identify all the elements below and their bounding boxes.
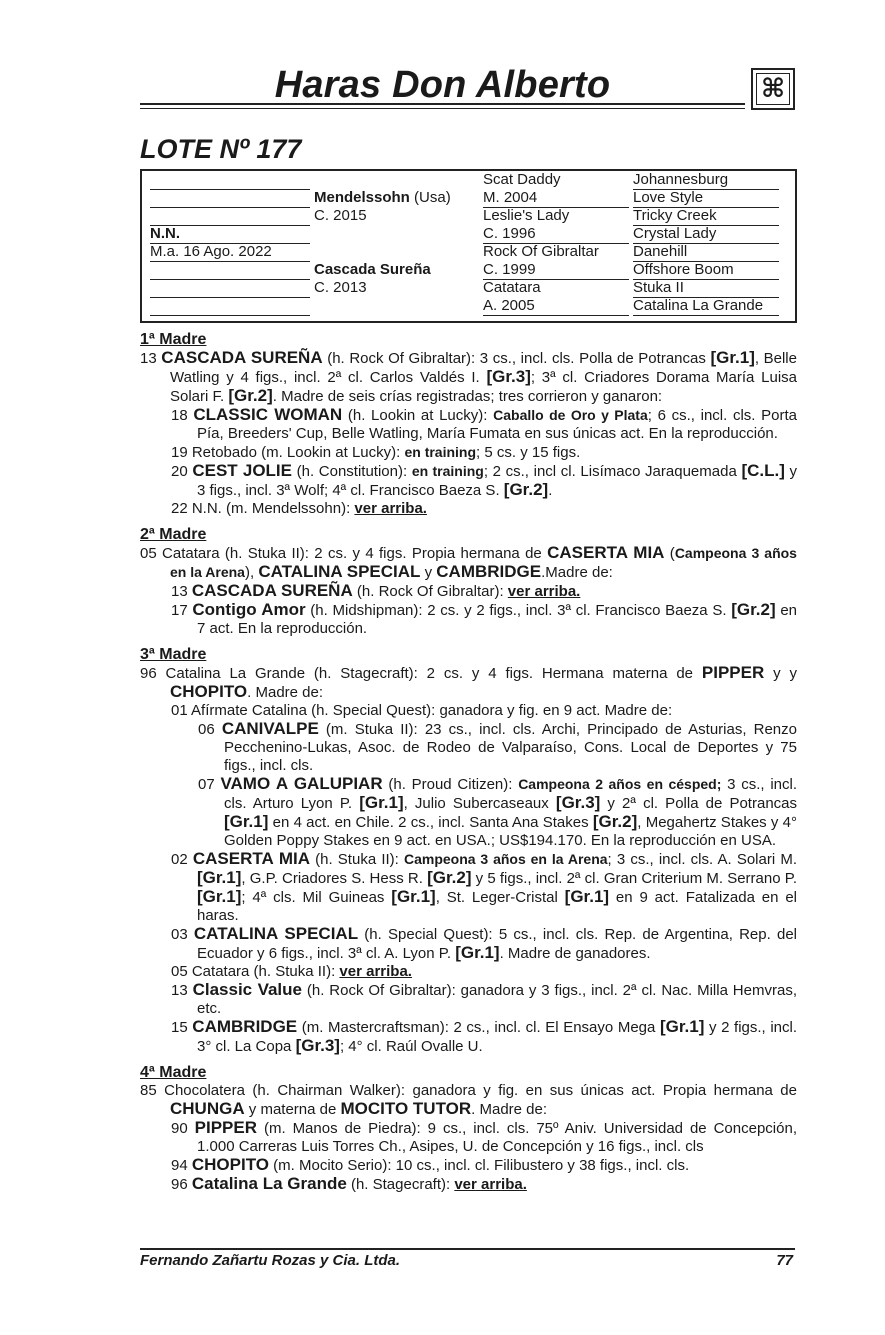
haras-logo-icon: ⌘: [751, 68, 795, 110]
horse-name: CEST JOLIE: [192, 461, 292, 480]
sire-year: C. 2015: [314, 207, 367, 224]
great-grandparent: Love Style: [633, 189, 779, 208]
grade-badge: [Gr.3]: [295, 1036, 340, 1055]
horse-name: CATALINA SPECIAL: [258, 562, 421, 581]
see-above-link: ver arriba.: [507, 583, 581, 600]
footer-company: Fernando Zañartu Rozas y Cia. Ltda.: [140, 1252, 401, 1269]
grade-badge: [Gr.2]: [731, 600, 776, 619]
pedigree-blank: [150, 207, 310, 226]
horse-name: CASCADA SUREÑA: [161, 348, 323, 367]
produce-entry: 03 CATALINA SPECIAL (h. Special Quest): 5 cs., incl. cls. Rep. de Argentina, Rep. del Ecuador y 6 figs., incl. 3ª cl. A. Lyon P. [Gr.1]. Madre de ganadores.: [171, 924, 797, 962]
great-grandparent: Danehill: [633, 243, 779, 262]
grandsire-2: Rock Of Gibraltar: [483, 243, 599, 260]
horse-name: CHOPITO: [170, 682, 248, 701]
horse-name: CASERTA MIA: [192, 849, 310, 868]
horse-name: CLASSIC WOMAN: [193, 405, 343, 424]
horse-name: CHOPITO: [191, 1155, 269, 1174]
horse-name: CASCADA SUREÑA: [191, 581, 353, 600]
produce-entry: 90 PIPPER (m. Manos de Piedra): 9 cs., incl. cls. 75º Aniv. Universidad de Concepción, 1.000 Carreras Luis Torres Ch., Asipes, U. de Concepción y 16 figs., incl. cls: [171, 1118, 797, 1155]
dam-year: C. 2013: [314, 279, 367, 296]
catalog-page: [140, 60, 797, 1194]
horse-name: CANIVALPE: [221, 719, 319, 738]
sire: [314, 189, 479, 207]
horse-name: Catalina La Grande: [191, 1174, 347, 1193]
second-dam-section: [140, 526, 797, 638]
horse-name: CHUNGA: [170, 1099, 245, 1118]
dam-name: Cascada Sureña: [314, 261, 431, 278]
dam-entry: 85 Chocolatera (h. Chairman Walker): ganadora y fig. en sus únicas act. Propia hermana de CHUNGA y materna de MOCITO TUTOR. Madre de:: [140, 1082, 797, 1118]
produce-entry: 96 Catalina La Grande (h. Stagecraft): ver arriba.: [171, 1174, 527, 1193]
produce-entry: 94 CHOPITO (m. Mocito Serio): 10 cs., incl. cl. Filibustero y 38 figs., incl. cls.: [171, 1155, 690, 1174]
produce-entry: 15 CAMBRIDGE (m. Mastercraftsman): 2 cs., incl. cl. El Ensayo Mega [Gr.1] y 2 figs., incl. 3° cl. La Copa [Gr.3]; 4° cl. Raúl Ovalle U.: [171, 1017, 797, 1055]
granddam-2-year: A. 2005: [483, 297, 629, 316]
grandsire-2-year: C. 1999: [483, 261, 629, 280]
grand-produce-entry: 07 VAMO A GALUPIAR (h. Proud Citizen): Campeona 2 años en césped; 3 cs., incl. cls. Arturo Lyon P. [Gr.1], Julio Subercaseaux [Gr.3] y 2ª cl. Polla de Potrancas [Gr.1] en 4 act. en Chile. 2 cs., incl. Santa Ana Stakes [Gr.2], Megahertz Stakes y 4° Golden Poppy Stakes en 9 act. en USA.; US$194.170. En la reproducción en USA.: [198, 774, 798, 849]
produce-entry: 18 CLASSIC WOMAN (h. Lookin at Lucky): Caballo de Oro y Plata; 6 cs., incl. cls. Porta Pía, Breeders' Cup, Belle Watling, María Fumata en sus únicas act. En la reproducción.: [171, 405, 797, 442]
section-title: 2ª Madre: [140, 526, 207, 543]
produce-entry: 20 CEST JOLIE (h. Constitution): en training; 2 cs., incl cl. Lisímaco Jaraquemada [C.L.] y 3 figs., incl. 3ª Wolf; 4ª cl. Francisco Baeza S. [Gr.2].: [171, 461, 798, 499]
pedigree-blank: [150, 261, 310, 280]
grade-badge: [Gr.1]: [197, 868, 242, 887]
granddam-1-year: C. 1996: [483, 225, 629, 244]
pedigree-blank: [150, 297, 310, 316]
great-grandparent: Crystal Lady: [633, 225, 779, 244]
produce-entry: 22 N.N. (m. Mendelssohn): ver arriba.: [171, 500, 427, 517]
grade-badge: [Gr.1]: [224, 812, 269, 831]
grandsire-1: Scat Daddy: [483, 171, 561, 188]
section-title: 1ª Madre: [140, 331, 207, 348]
grade-badge: [Gr.3]: [555, 793, 601, 812]
pedigree-blank: [150, 189, 310, 208]
grade-badge: [Gr.1]: [359, 793, 404, 812]
produce-entry: 02 CASERTA MIA (h. Stuka II): Campeona 3 años en la Arena; 3 cs., incl. cls. A. Solari M. [Gr.1], G.P. Criadores S. Hess R. [Gr.2] y 5 figs., incl. 2ª cl. Gran Criterium M. Serrano P. [Gr.1]; 4ª cls. Mil Guineas [Gr.1], St. Leger-Cristal [Gr.1] en 9 act. Fatalizada en el haras.: [171, 849, 797, 924]
great-grandparent: Stuka II: [633, 279, 779, 298]
horse-name: VAMO A GALUPIAR: [220, 774, 383, 793]
horse-name: PIPPER: [194, 1118, 257, 1137]
grade-badge: [Gr.2]: [228, 386, 273, 405]
grandsire-1-year: M. 2004: [483, 189, 629, 208]
grade-badge: [Gr.2]: [427, 868, 472, 887]
foal-name: N.N.: [150, 225, 310, 244]
see-above-link: ver arriba.: [454, 1176, 527, 1193]
produce-entry: 05 Catatara (h. Stuka II): ver arriba.: [171, 963, 412, 980]
great-grandparent: Johannesburg: [633, 171, 779, 190]
sire-name: Mendelssohn: [314, 189, 410, 206]
third-dam-section: [140, 646, 797, 1056]
horse-name: CAMBRIDGE: [192, 1017, 298, 1036]
dam-entry: 96 Catalina La Grande (h. Stagecraft): 2 cs. y 4 figs. Hermana materna de PIPPER y y CHOPITO. Madre de:: [140, 663, 797, 701]
produce-entry: 17 Contigo Amor (h. Midshipman): 2 cs. y 2 figs., incl. 3ª cl. Francisco Baeza S. [Gr.2] en 7 act. En la reproducción.: [171, 600, 798, 637]
horse-name: CAMBRIDGE: [436, 562, 542, 581]
grade-badge: [Gr.1]: [659, 1017, 705, 1036]
horse-name: CATALINA SPECIAL: [193, 924, 359, 943]
grade-badge: [Gr.1]: [564, 887, 610, 906]
pedigree-blank: [150, 171, 310, 190]
produce-entry: 13 CASCADA SUREÑA (h. Rock Of Gibraltar): ver arriba.: [171, 581, 581, 600]
dam-entry: 13 CASCADA SUREÑA (h. Rock Of Gibraltar): 3 cs., incl. cls. Polla de Potrancas [Gr.1], Belle Watling y 4 figs., incl. 2ª cl. Carlos Valdés I. [Gr.3]; 3ª cl. Criadores Dorama María Luisa Solari F. [Gr.2]. Madre de seis crías registradas; tres corrieron y ganaron:: [140, 348, 797, 405]
header-rule: [140, 103, 745, 105]
lot-number: LOTE Nº 177: [140, 134, 302, 164]
pedigree-blank: [150, 279, 310, 298]
produce-entry: 13 Classic Value (h. Rock Of Gibraltar): ganadora y 3 figs., incl. 2ª cl. Nac. Milla Hemvras, etc.: [171, 980, 797, 1017]
grade-badge: [Gr.2]: [592, 812, 638, 831]
fourth-dam-section: [140, 1064, 797, 1194]
great-grandparent: Tricky Creek: [633, 207, 779, 226]
produce-entry: 01 Afírmate Catalina (h. Special Quest): ganadora y fig. en 9 act. Madre de:: [171, 702, 673, 719]
page-footer: [140, 1248, 795, 1269]
granddam-2: Catatara: [483, 279, 541, 296]
grade-badge: [C.L.]: [741, 461, 785, 480]
section-title: 3ª Madre: [140, 646, 207, 663]
grade-badge: [Gr.1]: [710, 348, 755, 367]
foal-birth: M.a. 16 Ago. 2022: [150, 243, 310, 262]
first-dam-section: [140, 331, 797, 518]
grand-produce-entry: 06 CANIVALPE (m. Stuka II): 23 cs., incl. cls. Archi, Principado de Asturias, Renzo Pecchenino-Lukas, Asoc. de Rodeo de Valparaíso, Cons. Local de Deportes y 75 figs., incl. cls.: [198, 719, 797, 774]
grade-badge: [Gr.1]: [391, 887, 436, 906]
great-grandparent: Offshore Boom: [633, 261, 779, 280]
grade-badge: [Gr.3]: [486, 367, 531, 386]
granddam-1: Leslie's Lady: [483, 207, 570, 224]
sire-origin: (Usa): [409, 189, 451, 206]
horse-name: CASERTA MIA: [547, 543, 665, 562]
horse-name: PIPPER: [701, 663, 765, 682]
great-grandparent: Catalina La Grande: [633, 297, 779, 316]
header-rule-thin: [140, 108, 745, 109]
see-above-link: ver arriba.: [339, 963, 412, 980]
page-title: Haras Don Alberto: [274, 64, 611, 106]
horse-name: MOCITO TUTOR: [340, 1099, 472, 1118]
grade-badge: [Gr.1]: [197, 887, 242, 906]
pedigree-table: [140, 169, 797, 323]
grade-badge: [Gr.2]: [503, 480, 549, 499]
page-number: 77: [776, 1252, 793, 1269]
grade-badge: [Gr.1]: [455, 943, 500, 962]
section-title: 4ª Madre: [140, 1064, 207, 1081]
page-header: [140, 60, 797, 110]
dam-entry: 05 Catatara (h. Stuka II): 2 cs. y 4 figs. Propia hermana de CASERTA MIA (Campeona 3 años en la Arena), CATALINA SPECIAL y CAMBRIDGE.Madre de:: [140, 543, 797, 581]
see-above-link: ver arriba.: [354, 500, 427, 517]
horse-name: Contigo Amor: [192, 600, 306, 619]
horse-name: Classic Value: [192, 980, 302, 999]
produce-entry: 19 Retobado (m. Lookin at Lucky): en training; 5 cs. y 15 figs.: [171, 444, 581, 461]
